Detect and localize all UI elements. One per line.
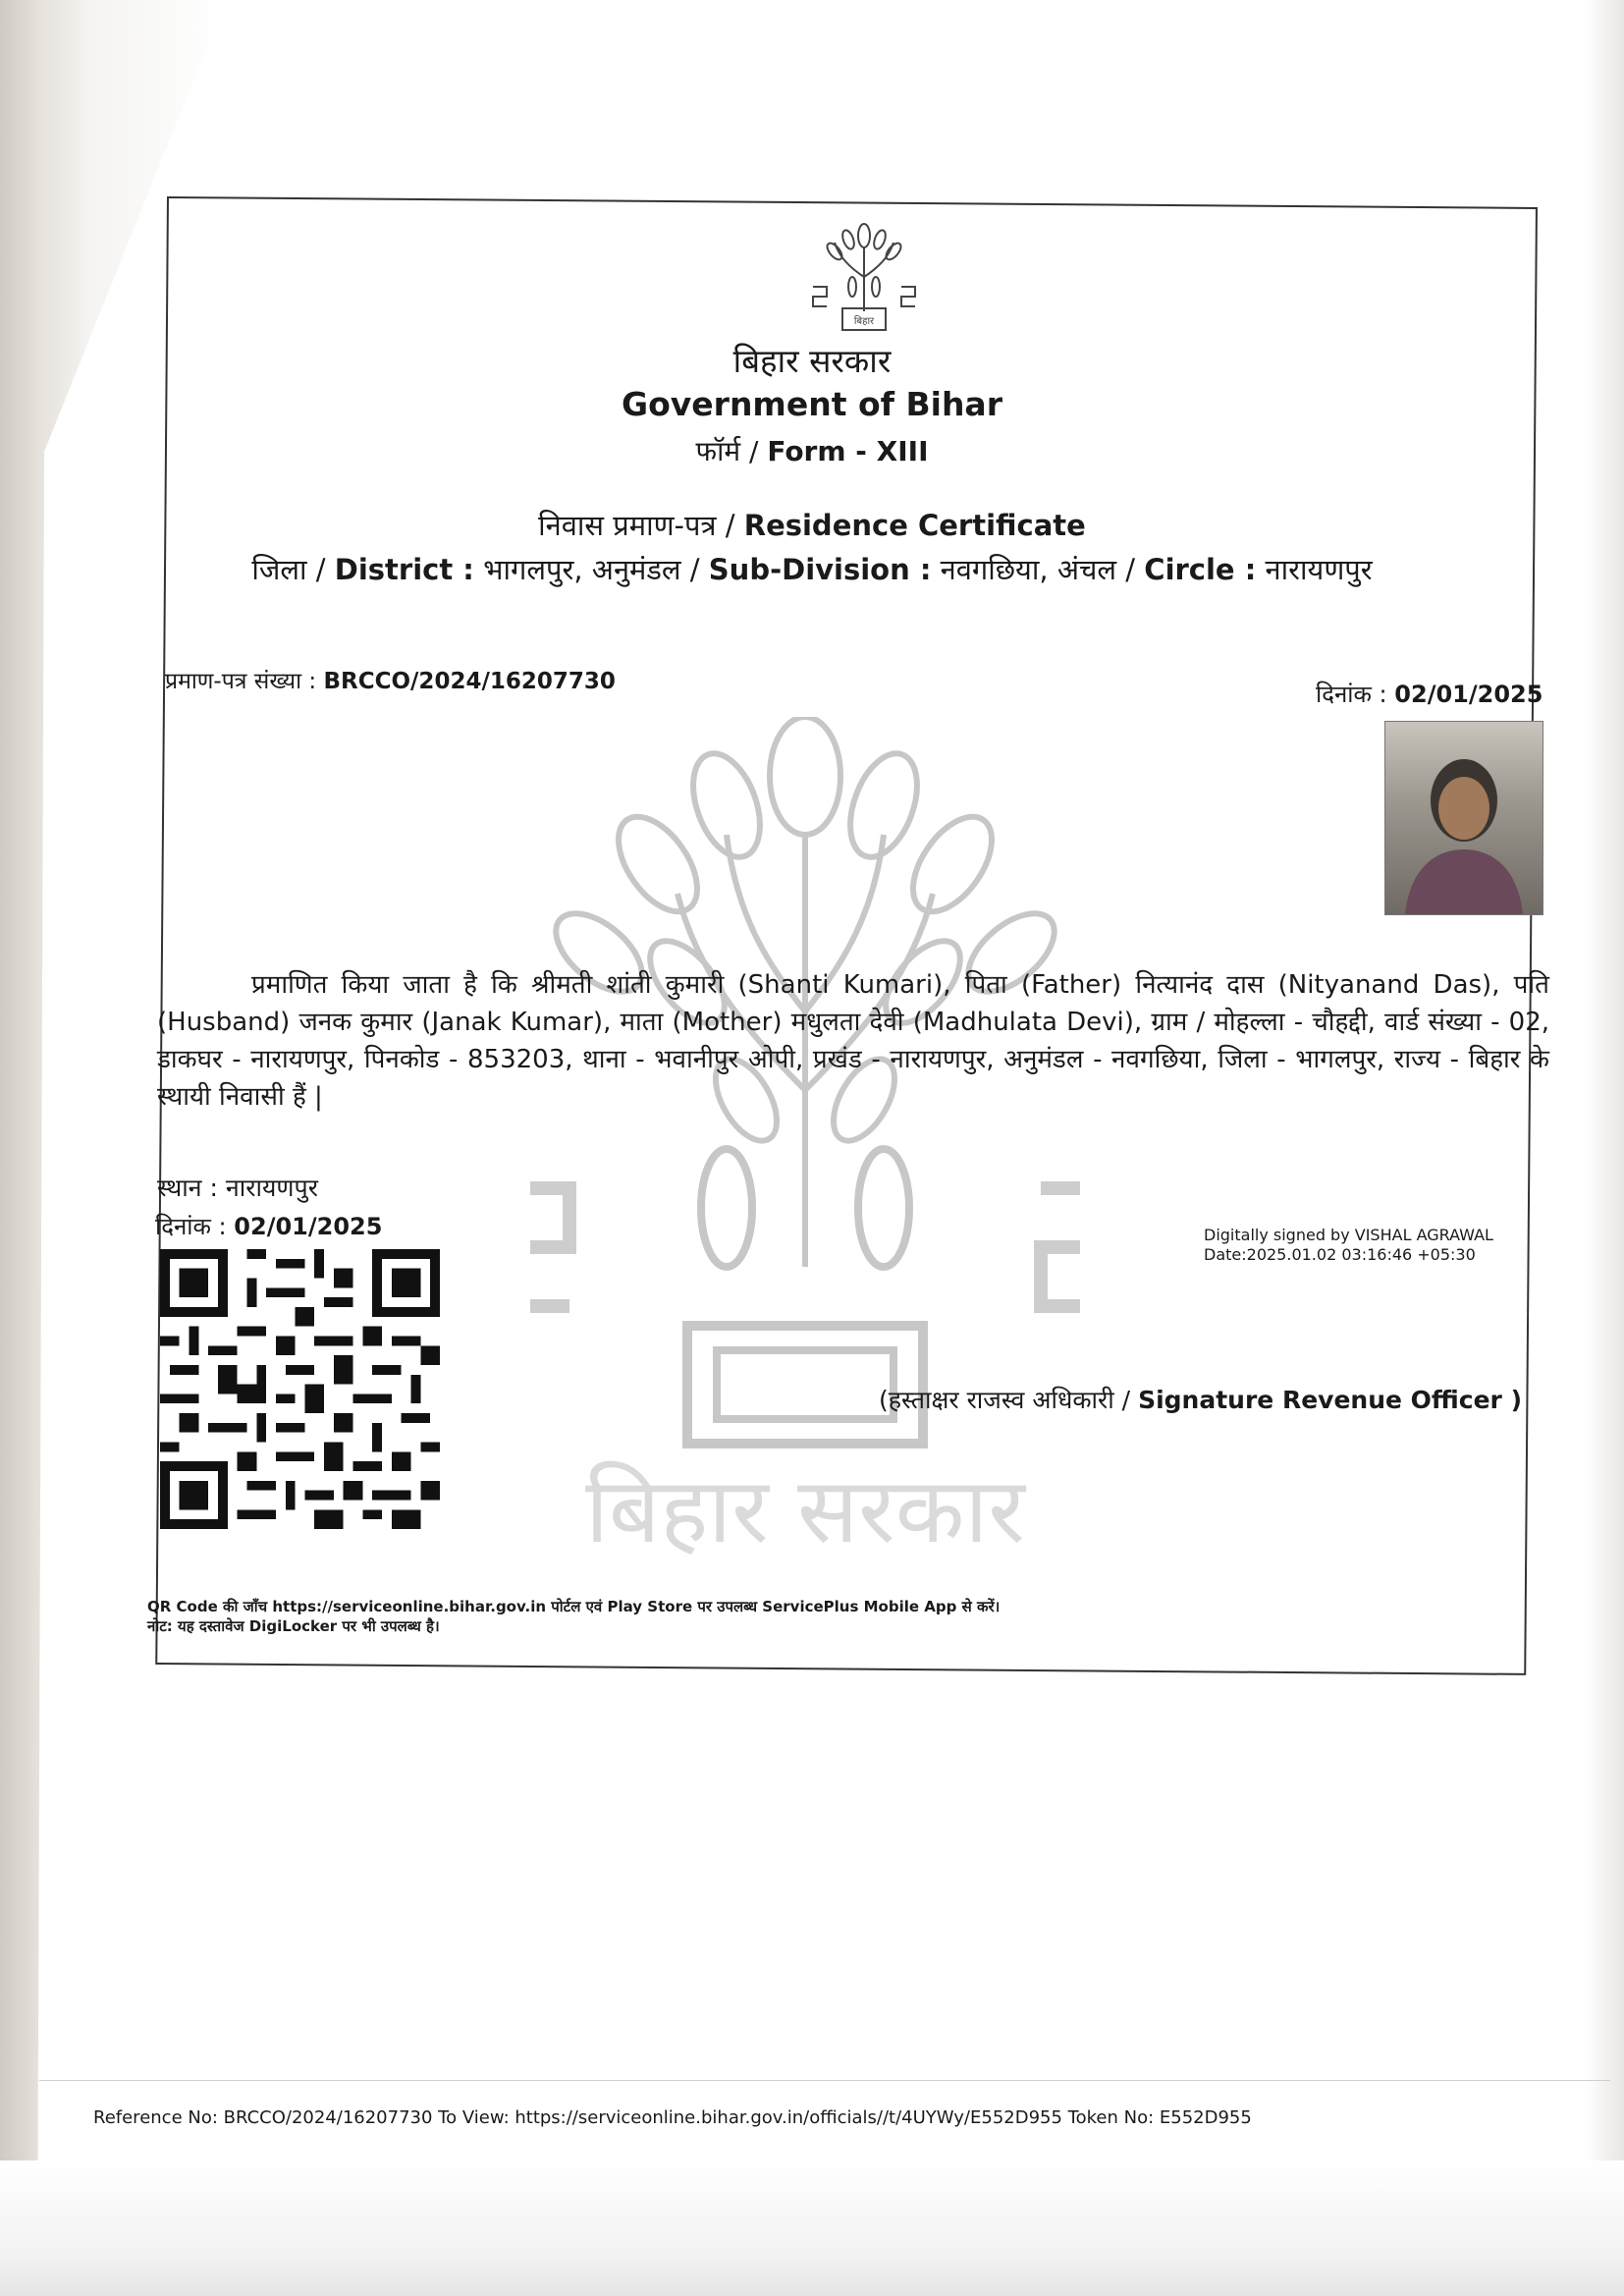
issue-date [155, 1210, 382, 1242]
certificate-body [157, 966, 1549, 1116]
person-silhouette-icon [1385, 722, 1543, 914]
certificate-number-value: BRCCO/2024/16207730 [323, 669, 616, 694]
reference-footer: Reference No: BRCCO/2024/16207730 To View: https://serviceonline.bihar.gov.in/officials//t/4UYWy/E552D955 Token No: E552D955 [93, 2107, 1252, 2128]
digilocker-note: नोट: यह दस्तावेज DigiLocker पर भी उपलब्ध है। [147, 1617, 440, 1635]
government-title-english: Government of Bihar [622, 385, 1002, 423]
certificate-date [1316, 678, 1543, 710]
form-title-english: Form - XIII [767, 435, 929, 467]
district-value: भागलपुर, [483, 553, 583, 586]
subdivision-label: Sub-Division : [708, 553, 932, 586]
applicant-photo [1384, 721, 1543, 915]
circle-label-hindi: अंचल [1056, 553, 1117, 586]
digital-signature-date: Date:2025.01.02 03:16:46 +05:30 [1204, 1245, 1476, 1264]
certificate-body-text: प्रमाणित किया जाता है कि श्रीमती शांती कुमारी (Shanti Kumari), पिता (Father) नित्यानंद दास (Nityanand Das), पति (Husband) जनक कुमार (Janak Kumar), माता (Mother) मधुलता देवी (Madhulata Devi), ग्राम / मोहल्ला - चौहद्दी, वार्ड संख्या - 02, डाकघर - नारायणपुर, पिनकोड - 853203, थाना - भवानीपुर ओपी, प्रखंड - नारायणपुर, अनुमंडल - नवगछिया, जिला - भागलपुर, राज्य - बिहार के स्थायी निवासी हैं | [157, 970, 1549, 1112]
watermark-text: बिहार सरकार [585, 1458, 1025, 1563]
signature-officer-english: Signature Revenue Officer ) [1138, 1386, 1523, 1414]
certificate-number [165, 664, 616, 695]
certificate-title-english: Residence Certificate [743, 509, 1086, 542]
signature-officer: (हस्ताक्षर राजस्व अधिकारी / Signature Revenue Officer ) [879, 1386, 1523, 1414]
district-label-hindi: जिला [251, 553, 307, 586]
bodhi-tree-emblem-icon [805, 218, 923, 336]
issue-date-value: 02/01/2025 [234, 1213, 383, 1240]
emblem-text: बिहार [853, 316, 875, 327]
digital-signature [1204, 1226, 1493, 1265]
footnotes [147, 1597, 1000, 1636]
digital-signature-signer: Digitally signed by VISHAL AGRAWAL [1204, 1226, 1493, 1244]
qr-verification-note: QR Code की जाँच https://serviceonline.bihar.gov.in पोर्टल एवं Play Store पर उपलब्ध ServicePlus Mobile App से करें। [147, 1598, 1001, 1615]
certificate-title: निवास प्रमाण-पत्र / Residence Certificate [538, 509, 1086, 542]
place-label: स्थान : [157, 1174, 218, 1202]
subdivision-value: नवगछिया, [940, 553, 1049, 586]
bodhi-tree-watermark-icon [530, 717, 1080, 1581]
government-title-hindi: बिहार सरकार [732, 342, 892, 380]
place [157, 1171, 318, 1204]
circle-value: नारायणपुर [1265, 553, 1373, 586]
form-title-hindi: फॉर्म [695, 435, 741, 467]
qr-code-icon[interactable] [160, 1249, 440, 1529]
location-line: जिला / District : भागलपुर, अनुमंडल / Sub-Division : नवगछिया, अंचल / Circle : नारायणपुर [251, 553, 1373, 586]
certificate-date-value: 02/01/2025 [1394, 681, 1543, 708]
subdivision-label-hindi: अनुमंडल [591, 553, 681, 586]
certificate-date-label: दिनांक : [1316, 681, 1387, 708]
form-title: फॉर्म / Form - XIII [695, 435, 929, 467]
place-value: नारायणपुर [225, 1174, 318, 1202]
circle-label: Circle : [1144, 553, 1257, 586]
district-label: District : [334, 553, 474, 586]
signature-officer-hindi: (हस्ताक्षर राजस्व अधिकारी [879, 1386, 1114, 1414]
issue-date-label: दिनांक : [155, 1213, 227, 1240]
certificate-number-label: प्रमाण-पत्र संख्या : [165, 669, 317, 694]
footer-divider [39, 2080, 1610, 2081]
certificate-title-hindi: निवास प्रमाण-पत्र [538, 509, 717, 542]
scan-edge-bottom [0, 2160, 1624, 2296]
